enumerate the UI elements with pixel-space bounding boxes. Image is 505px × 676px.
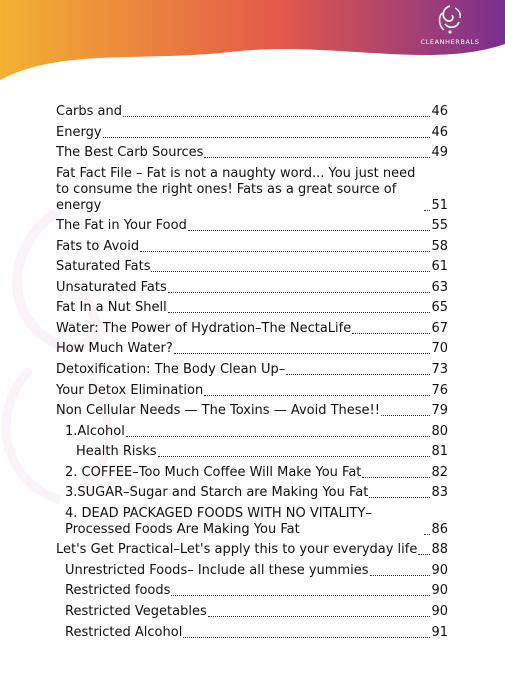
toc-entry[interactable] xyxy=(56,542,448,558)
toc-entry-page: 82 xyxy=(431,464,448,480)
toc-entry-title: How Much Water? xyxy=(56,341,173,357)
toc-leader-dots xyxy=(174,352,431,354)
toc-entry-title: Restricted Vegetables xyxy=(65,604,207,620)
toc-leader-dots xyxy=(362,476,430,478)
toc-entry[interactable] xyxy=(56,166,448,214)
toc-entry-title: 2. COFFEE–Too Much Coffee Will Make You Fat xyxy=(65,464,362,480)
toc-leader-dots xyxy=(424,209,430,211)
toc-leader-dots xyxy=(352,332,430,334)
toc-leader-dots xyxy=(158,455,431,457)
toc-leader-dots xyxy=(168,291,431,293)
toc-entry[interactable] xyxy=(56,383,448,399)
toc-entry[interactable] xyxy=(56,321,448,337)
toc-entry[interactable] xyxy=(56,465,448,481)
toc-entry-page: 90 xyxy=(431,604,448,620)
toc-entry-page: 91 xyxy=(431,624,448,640)
toc-leader-dots xyxy=(126,435,431,437)
toc-entry-title: Your Detox Elimination xyxy=(56,382,204,398)
toc-leader-dots xyxy=(103,136,431,138)
toc-entry-page: 51 xyxy=(431,197,448,213)
toc-entry[interactable] xyxy=(56,218,448,234)
brand-name: CLEANHERBALS xyxy=(420,38,480,46)
toc-entry[interactable] xyxy=(56,444,448,460)
toc-leader-dots xyxy=(171,594,430,596)
toc-entry-title: Unrestricted Foods– Include all these yummies xyxy=(65,562,369,578)
toc-entry[interactable] xyxy=(56,280,448,296)
toc-entry-title: Restricted Alcohol xyxy=(65,624,183,640)
toc-entry-page: 46 xyxy=(431,104,448,119)
toc-entry[interactable] xyxy=(56,145,448,161)
toc-leader-dots xyxy=(370,574,431,576)
toc-leader-dots xyxy=(183,636,430,638)
toc-entry-page: 46 xyxy=(431,124,448,140)
toc-entry[interactable] xyxy=(56,583,448,599)
toc-entry-title: 4. DEAD PACKAGED FOODS WITH NO VITALITY– Processed Foods Are Making You Fat xyxy=(65,505,377,537)
toc-entry-page: 65 xyxy=(431,300,448,316)
toc-entry-title: Detoxification: The Body Clean Up– xyxy=(56,362,286,378)
toc-entry-page: 79 xyxy=(431,403,448,419)
toc-entry[interactable] xyxy=(56,104,448,120)
toc-entry-page: 90 xyxy=(431,583,448,599)
toc-leader-dots xyxy=(418,553,430,555)
toc-entry-title: Fat In a Nut Shell xyxy=(56,300,167,316)
toc-entry-page: 80 xyxy=(431,423,448,439)
brand-block xyxy=(409,2,491,54)
toc-entry-page: 76 xyxy=(431,382,448,398)
toc-entry-page: 73 xyxy=(431,362,448,378)
toc-leader-dots xyxy=(424,533,430,535)
toc-leader-dots xyxy=(286,373,430,375)
toc-entry-title: Saturated Fats xyxy=(56,259,151,275)
toc-entry-page: 61 xyxy=(431,259,448,275)
toc-entry-page: 88 xyxy=(431,542,448,558)
toc-entry-title: Non Cellular Needs — The Toxins — Avoid These!! xyxy=(56,403,380,419)
toc-entry[interactable] xyxy=(56,506,448,538)
toc-leader-dots xyxy=(123,115,430,117)
table-of-contents xyxy=(56,104,448,645)
toc-leader-dots xyxy=(381,414,430,416)
toc-entry[interactable] xyxy=(56,125,448,141)
toc-leader-dots xyxy=(369,496,430,498)
toc-entry-title: The Fat in Your Food xyxy=(56,218,187,234)
toc-entry-title: Health Risks xyxy=(76,444,157,460)
toc-entry-title: 3.SUGAR–Sugar and Starch are Making You Fat xyxy=(65,485,369,501)
herbal-swirl-logo-icon xyxy=(433,2,467,36)
toc-entry[interactable] xyxy=(56,424,448,440)
toc-entry[interactable] xyxy=(56,341,448,357)
toc-entry-title: Water: The Power of Hydration–The NectaLife xyxy=(56,320,352,336)
toc-entry[interactable] xyxy=(56,485,448,501)
toc-leader-dots xyxy=(204,394,430,396)
toc-entry-page: 67 xyxy=(431,320,448,336)
toc-entry-title: Fat Fact File – Fat is not a naughty word... You just need to consume the right ones! Fats as a great source of energy xyxy=(56,165,420,213)
toc-leader-dots xyxy=(204,156,430,158)
toc-entry-title: 1.Alcohol xyxy=(65,423,125,439)
toc-entry-title: Carbs and xyxy=(56,104,123,119)
toc-entry[interactable] xyxy=(56,563,448,579)
toc-entry-title: Energy xyxy=(56,124,102,140)
toc-entry-page: 83 xyxy=(431,485,448,501)
toc-entry-title: Unsaturated Fats xyxy=(56,279,167,295)
toc-entry[interactable] xyxy=(56,625,448,641)
toc-entry[interactable] xyxy=(56,604,448,620)
toc-entry[interactable] xyxy=(56,239,448,255)
toc-entry-page: 70 xyxy=(431,341,448,357)
toc-entry-title: Let's Get Practical–Let's apply this to your everyday life xyxy=(56,542,418,558)
toc-leader-dots xyxy=(188,229,431,231)
toc-entry-page: 49 xyxy=(431,145,448,161)
toc-entry-page: 86 xyxy=(431,521,448,537)
toc-entry-page: 63 xyxy=(431,279,448,295)
toc-entry-title: Restricted foods xyxy=(65,583,171,599)
toc-entry[interactable] xyxy=(56,362,448,378)
toc-entry[interactable] xyxy=(56,300,448,316)
toc-entry-title: Fats to Avoid xyxy=(56,238,140,254)
toc-leader-dots xyxy=(168,311,431,313)
toc-entry-page: 58 xyxy=(431,238,448,254)
toc-leader-dots xyxy=(208,615,431,617)
toc-entry-title: The Best Carb Sources xyxy=(56,145,204,161)
toc-entry-page: 81 xyxy=(431,444,448,460)
toc-entry[interactable] xyxy=(56,403,448,419)
toc-leader-dots xyxy=(151,270,430,272)
toc-entry-page: 90 xyxy=(431,562,448,578)
toc-entry-page: 55 xyxy=(431,218,448,234)
toc-entry[interactable] xyxy=(56,259,448,275)
toc-leader-dots xyxy=(140,250,430,252)
